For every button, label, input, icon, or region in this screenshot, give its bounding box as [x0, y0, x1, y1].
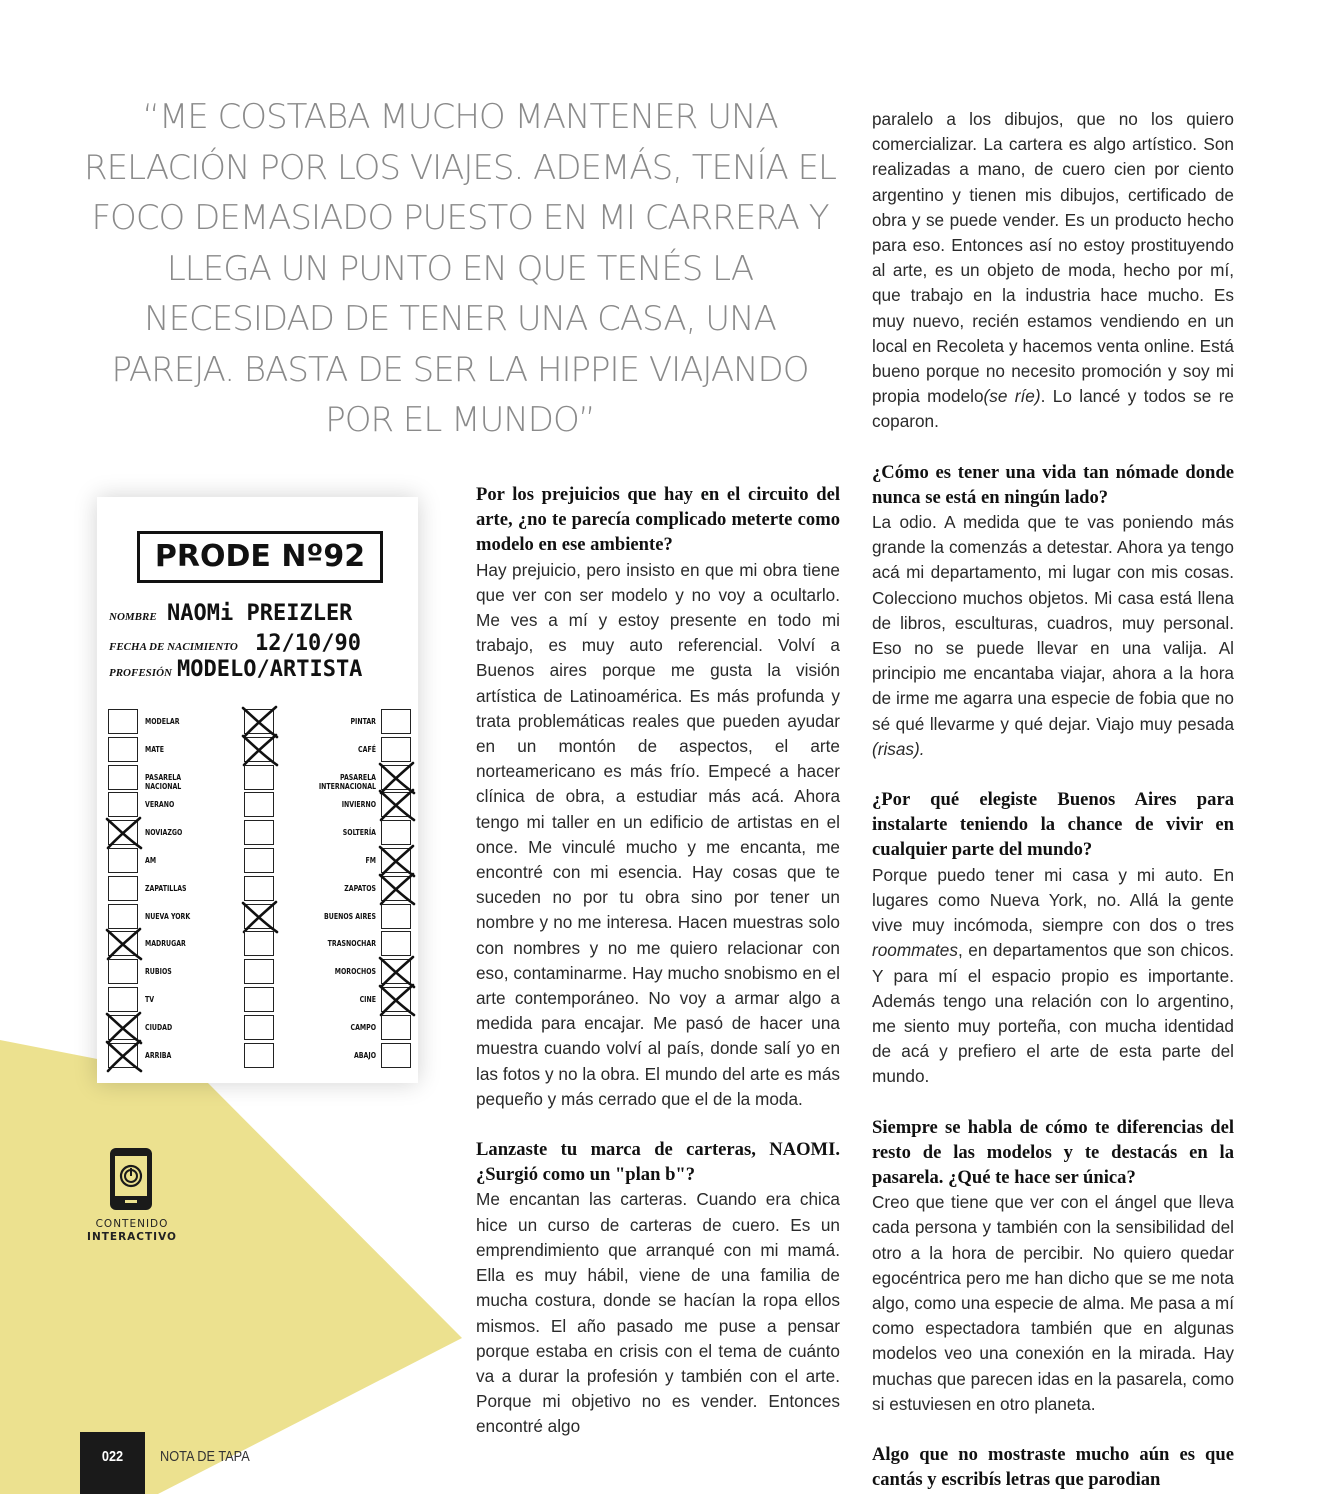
option-right-label: BUENOS AIRES: [324, 911, 376, 921]
vote-box-center: [244, 876, 274, 901]
vote-box-left: [108, 765, 138, 790]
interview-answer: [872, 1190, 1234, 1417]
pull-quote: “ME COSTABA MUCHO MANTENER UNA RELACIÓN POR LOS VIAJES. ADEMÁS, TENÍA EL FOCO DEMASIADO PUESTO EN MI CARRERA Y LLEGA UN PUNTO EN QUE TENÉS LA NECESIDAD DE TENER UNA CASA, UNA PAREJA. BASTA DE SER LA HIPPIE VIAJANDO POR EL MUNDO”: [83, 97, 836, 440]
vote-box-right: [381, 737, 411, 762]
interactive-caption-line2: INTERACTIVO: [87, 1231, 177, 1243]
vote-box-center: [244, 987, 274, 1012]
form-field-label: FECHA DE NACIMIENTO: [109, 641, 238, 653]
phone-power-icon[interactable]: [108, 1146, 154, 1212]
vote-box-right: [381, 709, 411, 734]
option-right-label: CAFÉ: [358, 744, 376, 754]
text-run: Lanzaste tu marca de carteras, NAOMI. ¿Surgió como un "plan b"?: [476, 1139, 840, 1186]
option-left-label: MODELAR: [145, 717, 180, 726]
option-left-label: MATE: [145, 744, 165, 754]
vote-box-right: [381, 765, 411, 790]
interview-answer: [476, 1187, 840, 1439]
paragraph-gap: [872, 1090, 1234, 1115]
vote-box-left: [108, 848, 138, 873]
interview-answer: [872, 510, 1234, 762]
vote-box-center: [244, 904, 274, 929]
page-number: 022: [101, 1448, 124, 1465]
vote-box-center: [244, 737, 274, 762]
article-column-middle: [476, 482, 840, 1440]
paragraph-gap: [476, 1112, 840, 1137]
option-left-label: PASARELA NACIONAL: [145, 772, 182, 791]
interview-answer: [476, 558, 840, 1112]
vote-box-left: [108, 904, 138, 929]
text-run: Siempre se habla de cómo te diferencias del resto de las modelos y te destacás en la pasarela. ¿Qué te hace ser única?: [872, 1116, 1234, 1188]
interactive-caption: [80, 1218, 184, 1244]
option-left-label: MADRUGAR: [145, 939, 186, 949]
vote-box-left: [108, 876, 138, 901]
vote-box-right: [381, 1015, 411, 1040]
option-right-label: SOLTERÍA: [342, 828, 376, 838]
italic-run: (risas).: [872, 738, 925, 759]
text-run: , en departamentos que son chicos. Y para mí el espacio propio es importante. Además tengo una relación con lo argentino, me siento muy porteña, con mucha identidad de acá y prefiero el arte de esta parte del mundo.: [872, 940, 1234, 1087]
vote-box-left: [108, 931, 138, 956]
vote-box-center: [244, 848, 274, 873]
interactive-caption-line1: CONTENIDO: [95, 1218, 169, 1230]
option-right-label: PINTAR: [350, 717, 376, 726]
interview-question: [872, 1115, 1234, 1191]
option-right-label: FM: [365, 856, 376, 865]
option-left-label: CIUDAD: [145, 1022, 173, 1032]
vote-box-left: [108, 959, 138, 984]
vote-box-right: [381, 1043, 411, 1068]
vote-box-center: [244, 959, 274, 984]
vote-box-left: [108, 1015, 138, 1040]
text-run: Creo que tiene que ver con el ángel que lleva cada persona y también con la sensibilidad del otro a la hora de percibir. No quiero quedar egocéntrica pero me han dicho que se me nota algo, como una especie de alma. Me pasa a mí como espectadora también que en algunas modelos veo una conexión en la mirada. Hay muchas que parecen idas en la pasarela, como si estuviesen en otro planeta.: [872, 1192, 1234, 1414]
text-run: ¿Cómo es tener una vida tan nómade donde nunca se está en ningún lado?: [872, 461, 1234, 508]
text-run: Porque puedo tener mi casa y mi auto. En lugares como Nueva York, no. Allá la gente vive muy incómoda, siempre con dos o tres: [872, 864, 1234, 936]
text-run: Algo que no mostraste mucho aún es que cantás y escribís letras que parodian: [872, 1443, 1234, 1491]
interview-question: [872, 460, 1234, 510]
option-left-label: NOVIAZGO: [145, 828, 183, 838]
option-right-label: MOROCHOS: [334, 967, 376, 977]
paragraph-gap: [872, 435, 1234, 460]
form-field-value: NAOMi PREIZLER: [167, 601, 353, 626]
text-run: Por los prejuicios que hay en el circuito del arte, ¿no te parecía complicado meterte como modelo en ese ambiente?: [476, 484, 840, 556]
vote-box-left: [108, 1043, 138, 1068]
vote-box-right: [381, 904, 411, 929]
paragraph-gap: [872, 1417, 1234, 1442]
vote-box-right: [381, 876, 411, 901]
interview-question: [872, 1442, 1234, 1492]
interview-answer: [872, 863, 1234, 1090]
option-left-label: NUEVA YORK: [145, 911, 191, 921]
vote-box-left: [108, 737, 138, 762]
vote-box-left: [108, 792, 138, 817]
vote-box-right: [381, 959, 411, 984]
vote-box-left: [108, 987, 138, 1012]
option-right-label: INVIERNO: [341, 800, 376, 810]
form-field-label: NOMBRE: [109, 611, 157, 623]
interview-question: [872, 787, 1234, 863]
form-field-value: MODELO/ARTISTA: [177, 657, 363, 682]
option-right-label: CINE: [359, 995, 376, 1004]
option-right-label: CAMPO: [350, 1022, 376, 1032]
interview-question: [476, 482, 840, 558]
article-column-right: [872, 107, 1234, 1492]
option-right-label: PASARELA INTERNACIONAL: [318, 772, 376, 791]
option-left-label: ARRIBA: [145, 1050, 172, 1060]
prode-card: [97, 497, 418, 1083]
vote-box-center: [244, 931, 274, 956]
italic-run: roommates: [872, 940, 958, 961]
text-run: Hay prejuicio, pero insisto en que mi obra tiene que ver con ser modelo y no voy a ocultarlo. Me ves a mí y estoy presente en todo mi trabajo, es muy auto referencial. Volví a Buenos aires porque me gusta la visión artística de Latinoamérica. Es más profunda y trata problemáticas reales que pueden ayudar en un montón de aspectos, el arte norteamericano es más frío. Empecé a hacer clínica de obra, a estudiar más acá. Ahora tengo mi taller en un edificio de artistas en el once. Me vinculé mucho y me encanta, me encontré con mi esencia. Hay cosas que te suceden no por tu obra sino por tener un nombre y no me interesa. Hacen muestras solo con nombres y no me quiero relacionar con eso, contaminarme. Hay mucho snobismo en el arte contemporáneo. No voy a armar algo a medida para encajar. Me pasó de hacer una muestra cuando volví al país, donde salí yo en las fotos y no la obra. El mundo del arte es más pequeño y más cerrado que el de la moda.: [476, 559, 840, 1109]
vote-box-left: [108, 709, 138, 734]
vote-box-right: [381, 792, 411, 817]
option-left-label: RUBIOS: [145, 967, 172, 977]
italic-run: (se ríe): [983, 386, 1041, 407]
paragraph-gap: [872, 762, 1234, 787]
option-left-label: ZAPATILLAS: [145, 883, 187, 893]
form-field-value: 12/10/90: [255, 631, 361, 656]
prode-card-title: PRODE Nº92: [137, 531, 383, 583]
text-run: La odio. A medida que te vas poniendo más grande la comenzás a detestar. Ahora ya tengo acá mi departamento, mi lugar con mis cosas. Colecciono muchos objetos. Mi casa está llena de libros, esculturas, cuadros, muy personal. Eso no se puede llevar en una valija. Al principio me encantaba viajar, ahora a la hora de irme me agarra una especie de fobia que no sé qué llevarme y qué dejar. Viajo muy pesada: [872, 512, 1234, 734]
text-run: Me encantan las carteras. Cuando era chica hice un curso de carteras de cuero. Es un emprendimiento que arranqué con mi mamá. Ella es muy hábil, viene de una familia de mucha costura, donde se hacían la ropa ellos mismos. El año pasado me puse a pensar porque estaba en crisis con el tema de cuánto va a durar la profesión y también con el arte. Porque mi objetivo no es vender. Entonces encontré algo: [476, 1189, 840, 1437]
text-run: ¿Por qué elegiste Buenos Aires para instalarte teniendo la chance de vivir en cualquier parte del mundo?: [872, 789, 1234, 861]
option-right-label: TRASNOCHAR: [327, 939, 376, 949]
vote-box-center: [244, 765, 274, 790]
interview-question: [476, 1137, 840, 1187]
vote-box-left: [108, 820, 138, 845]
vote-box-center: [244, 792, 274, 817]
option-left-label: TV: [145, 995, 155, 1004]
option-right-label: ZAPATOS: [344, 883, 376, 893]
section-name: NOTA DE TAPA: [160, 1448, 250, 1465]
vote-box-right: [381, 931, 411, 956]
vote-box-center: [244, 1043, 274, 1068]
vote-box-right: [381, 820, 411, 845]
vote-box-center: [244, 709, 274, 734]
form-field-label: PROFESIÓN: [109, 667, 172, 679]
vote-box-center: [244, 820, 274, 845]
option-left-label: AM: [145, 856, 157, 865]
vote-box-right: [381, 987, 411, 1012]
option-right-label: ABAJO: [353, 1050, 376, 1060]
vote-box-right: [381, 848, 411, 873]
option-left-label: VERANO: [145, 800, 175, 810]
vote-box-center: [244, 1015, 274, 1040]
interview-answer: [872, 107, 1234, 435]
text-run: . Lo lancé y todos se re coparon.: [872, 386, 1234, 432]
text-run: paralelo a los dibujos, que no los quiero comercializar. La cartera es algo artístico. Son realizadas a mano, de cuero cien por ciento argentino y tienen mis dibujos, certificado de obra y se puede vender. Es un producto hecho para eso. Entonces así no estoy prostituyendo al arte, es un objeto de moda, hecho por mí, que trabajo en la industria hace mucho. Es muy nuevo, recién estamos vendiendo en un local en Recoleta y hacemos venta online. Está bueno porque no necesito promoción y soy mi propia modelo: [872, 109, 1234, 407]
